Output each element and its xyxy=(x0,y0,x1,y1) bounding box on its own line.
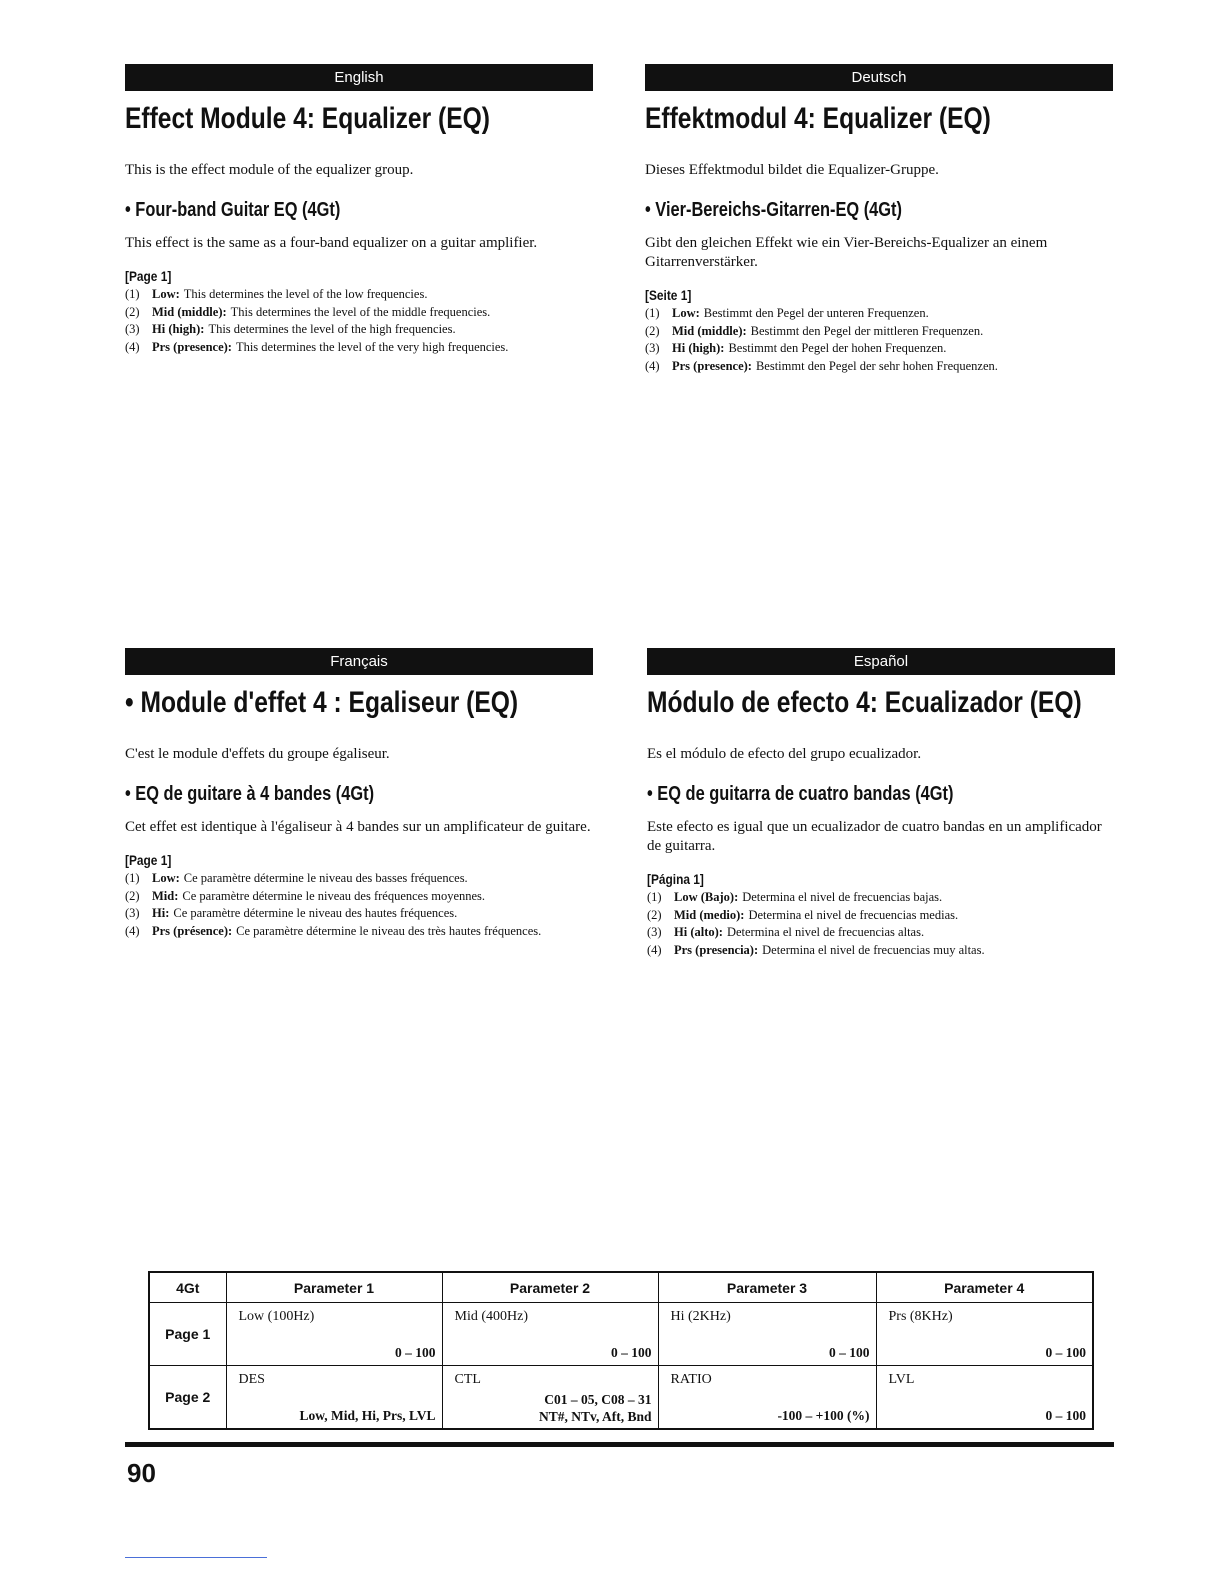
param-name: Hi: xyxy=(152,906,170,920)
language-bar: Deutsch xyxy=(645,64,1113,91)
footer-divider xyxy=(125,1442,1114,1447)
effect-subtitle: • Vier-Bereichs-Gitarren-EQ (4Gt) xyxy=(645,199,902,221)
param-name: Mid (medio): xyxy=(674,907,745,922)
cell-range-line: NT#, NTv, Aft, Bnd xyxy=(538,1409,652,1424)
table-cell xyxy=(226,1366,442,1430)
param-name: Prs (présence): xyxy=(152,923,233,938)
table-header-row xyxy=(149,1272,1093,1303)
item-number: (2) xyxy=(645,323,660,338)
param-name: Prs (presence): xyxy=(152,339,232,354)
item-number: (3) xyxy=(647,925,662,939)
effect-description: This effect is the same as a four-band equalizer on a guitar amplifier. xyxy=(125,235,538,251)
param-name: Mid (middle): xyxy=(152,304,227,319)
param-text: This determines the level of the very high frequencies. xyxy=(235,339,509,354)
list-item xyxy=(125,870,593,888)
section-title: • Module d'effet 4 : Egaliseur (EQ) xyxy=(125,686,519,719)
page-label: [Página 1] xyxy=(647,871,704,887)
column-header: Parameter 1 xyxy=(226,1272,442,1303)
list-item xyxy=(125,286,593,304)
intro-text: This is the effect module of the equalizer group. xyxy=(125,162,414,178)
item-number: (1) xyxy=(647,890,662,904)
param-name: Mid (middle): xyxy=(672,323,747,338)
cell-range: -100 – +100 (%) xyxy=(777,1408,870,1423)
intro-text: Dieses Effektmodul bildet die Equalizer-Gruppe. xyxy=(645,162,939,178)
page-label: [Page 1] xyxy=(125,268,172,284)
page-label: [Page 1] xyxy=(125,852,172,868)
list-item xyxy=(645,358,1113,376)
table-cell xyxy=(876,1366,1093,1430)
list-item xyxy=(647,924,1115,942)
cell-param-name: Prs (8KHz) xyxy=(888,1309,953,1324)
section-title: Effektmodul 4: Equalizer (EQ) xyxy=(645,102,991,135)
section-francais xyxy=(125,648,593,940)
effect-subtitle: • EQ de guitare à 4 bandes (4Gt) xyxy=(125,783,375,805)
list-item xyxy=(125,339,593,357)
item-number: (4) xyxy=(645,358,660,373)
cell-range-line: C01 – 05, C08 – 31 xyxy=(544,1392,652,1407)
cell-range: 0 – 100 xyxy=(829,1345,870,1360)
effect-subtitle: • Four-band Guitar EQ (4Gt) xyxy=(125,199,341,221)
list-item xyxy=(645,340,1113,358)
effect-description: Cet effet est identique à l'égaliseur à 4 bandes sur un amplificateur de guitare. xyxy=(125,819,591,835)
cell-param-name: LVL xyxy=(888,1372,915,1387)
effect-description: Gibt den gleichen Effekt wie ein Vier-Bereichs-Equalizer an einem Gitarrenverstärker. xyxy=(645,235,1048,270)
item-number: (3) xyxy=(125,322,140,336)
cell-param-name: Low (100Hz) xyxy=(238,1309,315,1324)
param-text: Determina el nivel de frecuencias bajas. xyxy=(742,890,943,904)
list-item xyxy=(125,905,593,923)
list-item xyxy=(125,923,593,941)
param-name: Prs (presencia): xyxy=(674,942,759,957)
section-title: Effect Module 4: Equalizer (EQ) xyxy=(125,102,490,135)
cell-range: 0 – 100 xyxy=(1045,1408,1086,1423)
parameter-table xyxy=(148,1271,1094,1430)
table-cell xyxy=(226,1303,442,1366)
row-header: Page 2 xyxy=(149,1366,226,1430)
list-item xyxy=(125,888,593,906)
list-item xyxy=(647,942,1115,960)
cell-param-name: Hi (2KHz) xyxy=(670,1309,731,1324)
param-text: Bestimmt den Pegel der mittleren Frequenzen. xyxy=(750,323,984,338)
table-cell xyxy=(442,1303,658,1366)
param-text: This determines the level of the low frequencies. xyxy=(183,287,428,301)
column-header: Parameter 4 xyxy=(876,1272,1093,1303)
item-number: (3) xyxy=(645,341,660,355)
param-text: This determines the level of the middle frequencies. xyxy=(230,304,491,319)
list-item xyxy=(645,323,1113,341)
page-number: 90 xyxy=(127,1458,156,1488)
table-cell xyxy=(442,1366,658,1430)
list-item xyxy=(647,907,1115,925)
param-text: Bestimmt den Pegel der hohen Frequenzen. xyxy=(728,341,947,355)
section-english xyxy=(125,64,593,356)
cell-param-name: DES xyxy=(238,1372,265,1387)
item-number: (2) xyxy=(125,888,140,903)
item-number: (4) xyxy=(125,923,140,938)
parameter-list xyxy=(125,286,593,356)
table-row xyxy=(149,1303,1093,1366)
table-cell xyxy=(658,1303,876,1366)
cell-param-name: RATIO xyxy=(670,1372,712,1387)
param-name: Low (Bajo): xyxy=(674,890,739,904)
item-number: (3) xyxy=(125,906,140,920)
footer-link-underline xyxy=(125,1557,267,1558)
item-number: (2) xyxy=(125,304,140,319)
column-header: Parameter 3 xyxy=(658,1272,876,1303)
list-item xyxy=(125,304,593,322)
cell-range xyxy=(539,1391,652,1425)
param-text: Bestimmt den Pegel der sehr hohen Frequenzen. xyxy=(755,358,998,373)
column-header: Parameter 2 xyxy=(442,1272,658,1303)
param-text: This determines the level of the high frequencies. xyxy=(208,322,456,336)
param-text: Determina el nivel de frecuencias muy altas. xyxy=(762,942,985,957)
param-text: Determina el nivel de frecuencias medias. xyxy=(748,907,959,922)
table-row xyxy=(149,1366,1093,1430)
item-number: (2) xyxy=(647,907,662,922)
param-name: Low: xyxy=(152,871,180,885)
section-deutsch xyxy=(645,64,1113,375)
list-item xyxy=(645,305,1113,323)
item-number: (1) xyxy=(125,287,140,301)
intro-text: Es el módulo de efecto del grupo ecualizador. xyxy=(647,746,922,762)
item-number: (1) xyxy=(125,871,140,885)
parameter-list xyxy=(645,305,1113,375)
parameter-list xyxy=(647,889,1115,959)
item-number: (4) xyxy=(125,339,140,354)
cell-range: Low, Mid, Hi, Prs, LVL xyxy=(299,1408,436,1423)
table-cell xyxy=(658,1366,876,1430)
row-header: Page 1 xyxy=(149,1303,226,1366)
effect-subtitle: • EQ de guitarra de cuatro bandas (4Gt) xyxy=(647,783,954,805)
cell-param-name: Mid (400Hz) xyxy=(454,1309,528,1324)
cell-param-name: CTL xyxy=(454,1372,481,1387)
param-name: Hi (alto): xyxy=(674,925,723,939)
param-text: Determina el nivel de frecuencias altas. xyxy=(726,925,925,939)
parameter-list xyxy=(125,870,593,940)
intro-text: C'est le module d'effets du groupe égaliseur. xyxy=(125,746,390,762)
param-name: Hi (high): xyxy=(672,341,725,355)
param-text: Ce paramètre détermine le niveau des très hautes fréquences. xyxy=(236,923,542,938)
param-name: Hi (high): xyxy=(152,322,205,336)
param-text: Bestimmt den Pegel der unteren Frequenzen. xyxy=(703,306,929,320)
list-item xyxy=(647,889,1115,907)
effect-description: Este efecto es igual que un ecualizador de cuatro bandas en un amplificador de guitarra. xyxy=(647,819,1102,854)
param-name: Low: xyxy=(672,306,700,320)
param-text: Ce paramètre détermine le niveau des fréquences moyennes. xyxy=(182,888,486,903)
param-text: Ce paramètre détermine le niveau des hautes fréquences. xyxy=(173,906,458,920)
item-number: (4) xyxy=(647,942,662,957)
param-name: Mid: xyxy=(152,888,179,903)
language-bar: Français xyxy=(125,648,593,675)
language-bar: English xyxy=(125,64,593,91)
language-bar: Español xyxy=(647,648,1115,675)
cell-range: 0 – 100 xyxy=(395,1345,436,1360)
cell-range: 0 – 100 xyxy=(1045,1345,1086,1360)
param-text: Ce paramètre détermine le niveau des basses fréquences. xyxy=(183,871,468,885)
section-espanol xyxy=(647,648,1115,959)
cell-range: 0 – 100 xyxy=(611,1345,652,1360)
list-item xyxy=(125,321,593,339)
page-label: [Seite 1] xyxy=(645,287,692,303)
table-corner: 4Gt xyxy=(149,1272,226,1303)
param-name: Low: xyxy=(152,287,180,301)
table-cell xyxy=(876,1303,1093,1366)
item-number: (1) xyxy=(645,306,660,320)
section-title: Módulo de efecto 4: Ecualizador (EQ) xyxy=(647,686,1082,719)
param-name: Prs (presence): xyxy=(672,358,752,373)
